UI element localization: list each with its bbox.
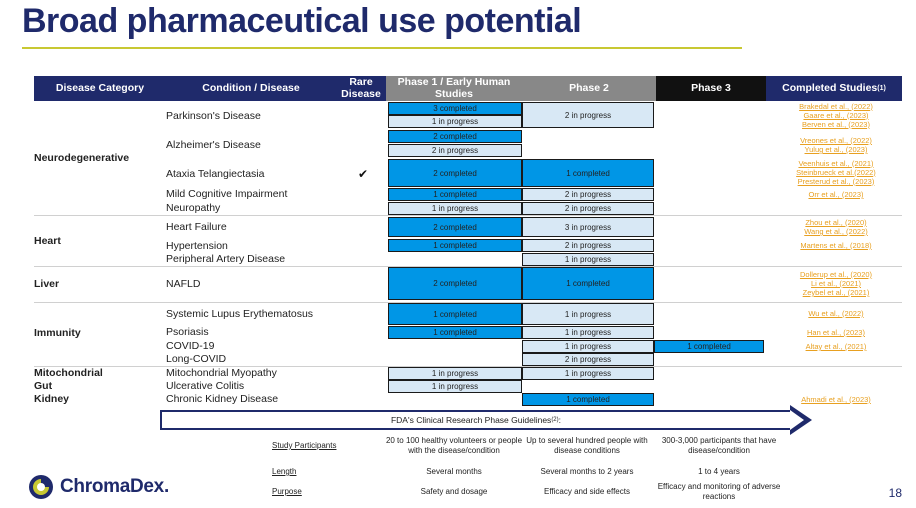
category-kidney: Kidney [34,393,70,405]
guide-length-phase2: Several months to 2 years [540,467,634,476]
guide-length-phase1: Several months [426,467,482,476]
refs-alzheimers [770,135,902,155]
ref-link[interactable]: Zeybel et al., (2021) [802,288,870,297]
header-phase1: Phase 1 / Early Human Studies [386,76,522,101]
header-completed-footnote: (1) [877,84,886,92]
guide-label-length: Length [272,467,297,476]
condition-psoriasis: Psoriasis [166,326,209,338]
ref-link[interactable]: Yulug et al., (2023) [804,145,868,154]
condition-hypertension: Hypertension [166,240,228,252]
ref-link[interactable]: Presterud et al., (2023) [797,176,875,186]
cell-mci-phase1: 1 completed [388,188,522,201]
cell-nafld-phase2: 1 completed [522,267,654,300]
page-number: 18 [888,486,902,500]
cell-neuropathy-phase2: 2 in progress [522,202,654,215]
header-condition: Condition / Disease [166,76,336,101]
refs-ataxia [770,158,902,186]
condition-mci: Mild Cognitive Impairment [166,188,288,200]
category-immunity: Immunity [34,327,81,339]
refs-nafld [770,267,902,300]
refs-hypertension [770,239,902,252]
guide-participants-phase1: 20 to 100 healthy volunteers or people with the disease/condition [385,436,523,455]
header-completed-label: Completed Studies [782,81,878,94]
condition-parkinsons: Parkinson's Disease [166,110,261,122]
guide-length-phase3: 1 to 4 years [698,467,740,476]
ref-link[interactable]: Ahmadi et al., (2023) [801,395,871,404]
cell-ataxia-phase2: 1 completed [522,159,654,187]
ref-link[interactable]: Zhou et al., (2020) [805,218,867,227]
ref-link[interactable]: Gaare et al., (2023) [803,110,869,120]
fda-guidelines-title: FDA's Clinical Research Phase Guidelines [390,415,552,425]
cell-psoriasis-phase1: 1 completed [388,326,522,339]
category-heart: Heart [34,235,61,247]
ref-link[interactable]: Veenhuis et al., (2021) [798,158,874,168]
refs-heart-failure [770,217,902,237]
refs-psoriasis [770,326,902,339]
ref-link[interactable]: Han et al., (2023) [807,328,865,337]
fda-guidelines-footnote: (2) [551,417,559,423]
rare-disease-check-icon: ✔ [358,167,369,181]
condition-alzheimers: Alzheimer's Disease [166,139,261,151]
refs-sle [770,307,902,320]
condition-mito-myopathy: Mitochondrial Myopathy [166,367,277,379]
ref-link[interactable]: Berven et al., (2023) [802,119,870,129]
refs-covid [770,340,902,353]
fda-guidelines-arrow [160,410,792,430]
condition-ckd: Chronic Kidney Disease [166,393,279,405]
guide-participants-phase3: 300-3,000 participants that have disease/condition [661,436,777,455]
header-phase3: Phase 3 [656,76,766,101]
condition-pad: Peripheral Artery Disease [166,253,286,265]
cell-mito-phase2: 1 in progress [522,367,654,380]
cell-alzheimers-phase1-progress: 2 in progress [388,144,522,157]
header-completed-studies [766,76,902,101]
guide-purpose-phase3: Efficacy and monitoring of adverse reactions [657,482,781,501]
condition-sle: Systemic Lupus Erythematosus [166,308,314,320]
guide-participants-phase2: Up to several hundred people with disease conditions [526,436,648,455]
guide-label-purpose: Purpose [272,487,302,496]
condition-long-covid: Long-COVID [166,353,227,365]
cell-parkinsons-phase1-progress: 1 in progress [388,115,522,128]
cell-sle-phase2: 1 in progress [522,303,654,325]
ref-link[interactable]: Wang et al., (2022) [804,227,868,236]
cell-mci-phase2: 2 in progress [522,188,654,201]
ref-link[interactable]: Orr et al., (2023) [808,190,864,199]
refs-parkinsons [770,101,902,129]
cell-pad-phase2: 1 in progress [522,253,654,266]
cell-long-covid-phase2: 2 in progress [522,353,654,366]
fda-guidelines-colon: : [558,415,562,425]
ref-link[interactable]: Vreones et al., (2022) [800,136,872,145]
condition-ataxia: Ataxia Telangiectasia [166,168,265,180]
title-underline [22,47,742,49]
condition-heart-failure: Heart Failure [166,221,227,233]
category-mitochondrial: Mitochondrial [34,367,103,379]
guide-label-participants: Study Participants [272,441,337,450]
guide-purpose-phase2: Efficacy and side effects [544,487,630,496]
condition-nafld: NAFLD [166,278,201,290]
ref-link[interactable]: Dollerup et al., (2020) [799,270,873,279]
cell-mito-phase1: 1 in progress [388,367,522,380]
cell-heart-failure-phase1: 2 completed [388,217,522,237]
condition-colitis: Ulcerative Colitis [166,380,245,392]
cell-parkinsons-phase1-completed: 3 completed [388,102,522,115]
chromadex-logo [28,474,169,500]
cell-hypertension-phase2: 2 in progress [522,239,654,252]
cell-sle-phase1: 1 completed [388,303,522,325]
ref-link[interactable]: Altay et al., (2021) [805,342,867,351]
condition-neuropathy: Neuropathy [166,202,221,214]
cell-alzheimers-phase1-completed: 2 completed [388,130,522,143]
ref-link[interactable]: Brakedal et al., (2022) [799,101,873,111]
cell-parkinsons-phase2: 2 in progress [522,102,654,128]
ref-link[interactable]: Wu et al., (2022) [808,309,864,318]
category-liver: Liver [34,278,60,290]
chromadex-logo-icon [28,474,54,500]
ref-link[interactable]: Martens et al., (2018) [800,241,872,250]
page-title: Broad pharmaceutical use potential [22,2,582,40]
cell-psoriasis-phase2: 1 in progress [522,326,654,339]
cell-ckd-phase2: 1 completed [522,393,654,406]
logo-text: ChromaDex. [60,476,169,497]
guide-purpose-phase1: Safety and dosage [420,487,488,496]
category-neurodegenerative: Neurodegenerative [34,152,130,164]
cell-hypertension-phase1: 1 completed [388,239,522,252]
refs-mci [770,188,902,201]
ref-link[interactable]: Steinbrueck et al.(2022) [796,167,876,177]
row-separator [34,215,902,216]
header-disease-category: Disease Category [34,76,166,101]
cell-covid-phase2: 1 in progress [522,340,654,353]
header-rare-disease: Rare Disease [336,76,386,101]
category-gut: Gut [34,380,53,392]
condition-covid: COVID-19 [166,340,215,352]
cell-heart-failure-phase2: 3 in progress [522,217,654,237]
cell-colitis-phase1: 1 in progress [388,380,522,393]
cell-nafld-phase1: 2 completed [388,267,522,300]
cell-neuropathy-phase1: 1 in progress [388,202,522,215]
header-phase2: Phase 2 [522,76,656,101]
arrow-head-inner-icon [790,410,804,430]
ref-link[interactable]: Li et al., (2021) [810,279,862,288]
cell-ataxia-phase1: 2 completed [388,159,522,187]
cell-covid-phase3: 1 completed [654,340,764,353]
